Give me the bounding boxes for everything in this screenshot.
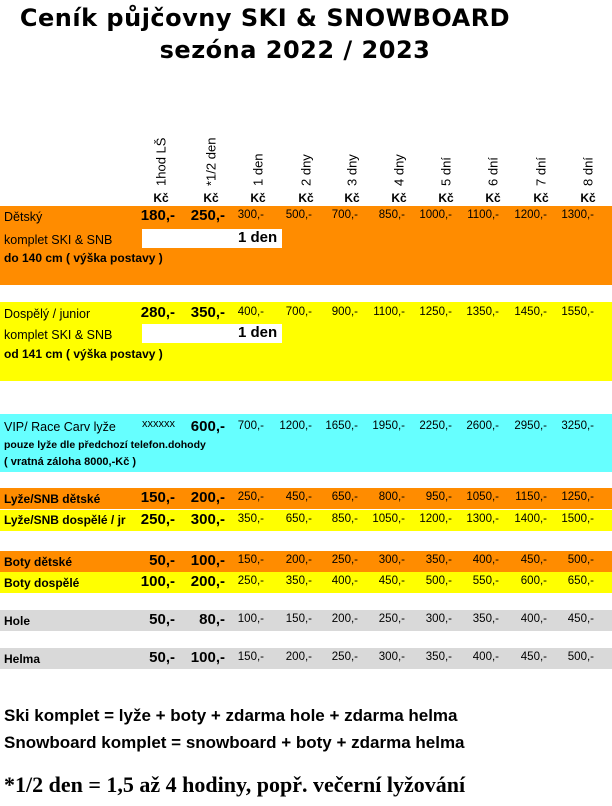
price-cell: 1300,- [466, 513, 499, 525]
price-cell: 1100,- [467, 209, 499, 221]
price-cell: 350,- [425, 651, 452, 663]
price-cell: 950,- [425, 491, 452, 503]
price-cell: 200,- [190, 573, 225, 590]
column-header-label: 8 dní [580, 157, 596, 186]
price-cell: 600,- [520, 575, 547, 587]
price-cell: 150,- [237, 651, 264, 663]
row-label: komplet SKI & SNB [4, 328, 113, 342]
column-header [243, 104, 273, 186]
price-cell: 300,- [425, 613, 452, 625]
price-cell: 250,- [140, 511, 175, 528]
row-label: Boty dospělé [4, 576, 80, 590]
price-cell: xxxxxx [142, 418, 175, 430]
price-cell: 250,- [237, 491, 264, 503]
row-label: Dětský [4, 210, 43, 224]
ski-komplet-note: Ski komplet = lyže + boty + zdarma hole + zdarma helma [4, 706, 458, 725]
row-label: ( vratná záloha 8000,-Kč ) [4, 456, 137, 468]
price-cell: 550,- [472, 575, 499, 587]
price-cell: 800,- [378, 491, 405, 503]
column-header [431, 104, 461, 186]
page-title: Ceník půjčovny SKI & SNOWBOARD [19, 4, 511, 32]
price-cell: 1100,- [373, 306, 405, 318]
price-cell: 150,- [140, 489, 175, 506]
column-header [573, 104, 603, 186]
currency-label: Kč [250, 191, 266, 205]
price-cell: 450,- [378, 575, 405, 587]
price-cell: 350,- [472, 613, 499, 625]
price-cell: 250,- [331, 554, 358, 566]
price-cell: 350,- [237, 513, 264, 525]
price-cell: 450,- [520, 651, 547, 663]
price-cell: 700,- [331, 209, 358, 221]
price-cell: 450,- [285, 491, 312, 503]
one-day-note: 1 den [238, 324, 278, 341]
price-cell: 1300,- [561, 209, 594, 221]
row-label: Helma [4, 652, 41, 666]
row-label: Dospělý / junior [4, 307, 91, 321]
price-cell: 450,- [520, 554, 547, 566]
price-cell: 1200,- [279, 420, 312, 432]
price-cell: 350,- [425, 554, 452, 566]
currency-label: Kč [580, 191, 596, 205]
price-cell: 350,- [190, 304, 225, 321]
price-cell: 500,- [425, 575, 452, 587]
price-cell: 200,- [285, 554, 312, 566]
currency-label: Kč [485, 191, 501, 205]
price-cell: 850,- [331, 513, 358, 525]
row-label: Lyže/SNB dětské [4, 492, 101, 506]
price-cell: 1000,- [419, 209, 452, 221]
price-cell: 200,- [331, 613, 358, 625]
currency-label: Kč [153, 191, 169, 205]
row-label: komplet SKI & SNB [4, 233, 113, 247]
row-label: Lyže/SNB dospělé / jr [4, 513, 126, 527]
price-cell: 700,- [237, 420, 264, 432]
half-day-note: *1/2 den = 1,5 až 4 hodiny, popř. večerní lyžování [4, 772, 466, 797]
price-cell: 400,- [331, 575, 358, 587]
price-cell: 300,- [378, 651, 405, 663]
price-cell: 400,- [237, 306, 264, 318]
price-cell: 600,- [190, 418, 225, 435]
column-header [384, 104, 414, 186]
price-cell: 1350,- [466, 306, 499, 318]
price-cell: 150,- [285, 613, 312, 625]
price-cell: 1400,- [514, 513, 547, 525]
column-header-label: 5 dní [438, 157, 454, 186]
price-cell: 100,- [237, 613, 264, 625]
price-cell: 250,- [331, 651, 358, 663]
price-cell: 400,- [472, 554, 499, 566]
row-label: do 140 cm ( výška postavy ) [4, 251, 163, 265]
price-cell: 2250,- [419, 420, 452, 432]
price-cell: 2950,- [514, 420, 547, 432]
row-label: Boty dětské [4, 555, 73, 569]
price-cell: 100,- [190, 552, 225, 569]
row-label: Hole [4, 614, 31, 628]
price-cell: 1500,- [561, 513, 594, 525]
snowboard-komplet-note: Snowboard komplet = snowboard + boty + zdarma helma [4, 733, 465, 752]
price-cell: 500,- [567, 651, 594, 663]
price-cell: 1250,- [561, 491, 594, 503]
price-cell: 1450,- [514, 306, 547, 318]
price-cell: 150,- [237, 554, 264, 566]
price-cell: 1950,- [372, 420, 405, 432]
price-cell: 50,- [149, 611, 175, 628]
currency-label: Kč [438, 191, 454, 205]
currency-label: Kč [391, 191, 407, 205]
column-header-label: 4 dny [391, 154, 407, 186]
one-day-note: 1 den [238, 229, 278, 246]
price-cell: 300,- [378, 554, 405, 566]
price-cell: 250,- [237, 575, 264, 587]
price-cell: 900,- [331, 306, 358, 318]
column-header [478, 104, 508, 186]
currency-label: Kč [298, 191, 314, 205]
price-cell: 280,- [140, 304, 175, 321]
price-cell: 50,- [149, 649, 175, 666]
price-cell: 1200,- [419, 513, 452, 525]
column-header-label: 6 dní [485, 157, 501, 186]
column-header [337, 104, 367, 186]
column-header-label: 1hod LŠ [153, 137, 169, 186]
price-cell: 100,- [190, 649, 225, 666]
price-cell: 80,- [199, 611, 225, 628]
price-cell: 650,- [567, 575, 594, 587]
column-header [526, 104, 556, 186]
column-header-label: 2 dny [298, 154, 314, 186]
price-cell: 1650,- [325, 420, 358, 432]
price-cell: 400,- [520, 613, 547, 625]
row-label: od 141 cm ( výška postavy ) [4, 347, 163, 361]
price-cell: 200,- [285, 651, 312, 663]
price-cell: 1050,- [372, 513, 405, 525]
price-cell: 300,- [237, 209, 264, 221]
column-header [291, 104, 321, 186]
price-cell: 250,- [378, 613, 405, 625]
price-cell: 300,- [190, 511, 225, 528]
price-cell: 650,- [331, 491, 358, 503]
price-cell: 100,- [140, 573, 175, 590]
price-cell: 650,- [285, 513, 312, 525]
season-subtitle: sezóna 2022 / 2023 [159, 36, 431, 64]
currency-label: Kč [203, 191, 219, 205]
price-cell: 1050,- [466, 491, 499, 503]
price-cell: 700,- [285, 306, 312, 318]
column-header-label: *1/2 den [203, 137, 219, 186]
price-cell: 850,- [378, 209, 405, 221]
price-cell: 1250,- [419, 306, 452, 318]
row-label: pouze lyže dle předchozí telefon.dohody [4, 439, 206, 451]
currency-label: Kč [533, 191, 549, 205]
row-label: VIP/ Race Carv lyže [4, 420, 116, 434]
price-cell: 450,- [567, 613, 594, 625]
column-header [146, 104, 176, 186]
price-cell: 500,- [567, 554, 594, 566]
currency-label: Kč [344, 191, 360, 205]
price-cell: 250,- [190, 207, 225, 224]
price-cell: 500,- [285, 209, 312, 221]
column-header-label: 7 dní [533, 157, 549, 186]
price-cell: 3250,- [561, 420, 594, 432]
column-header [196, 104, 226, 186]
price-cell: 50,- [149, 552, 175, 569]
price-cell: 350,- [285, 575, 312, 587]
price-cell: 1150,- [515, 491, 547, 503]
price-cell: 200,- [190, 489, 225, 506]
price-cell: 180,- [140, 207, 175, 224]
column-header-label: 3 dny [344, 154, 360, 186]
price-cell: 1550,- [561, 306, 594, 318]
column-header-label: 1 den [250, 153, 266, 186]
price-cell: 400,- [472, 651, 499, 663]
price-cell: 1200,- [514, 209, 547, 221]
price-cell: 2600,- [466, 420, 499, 432]
